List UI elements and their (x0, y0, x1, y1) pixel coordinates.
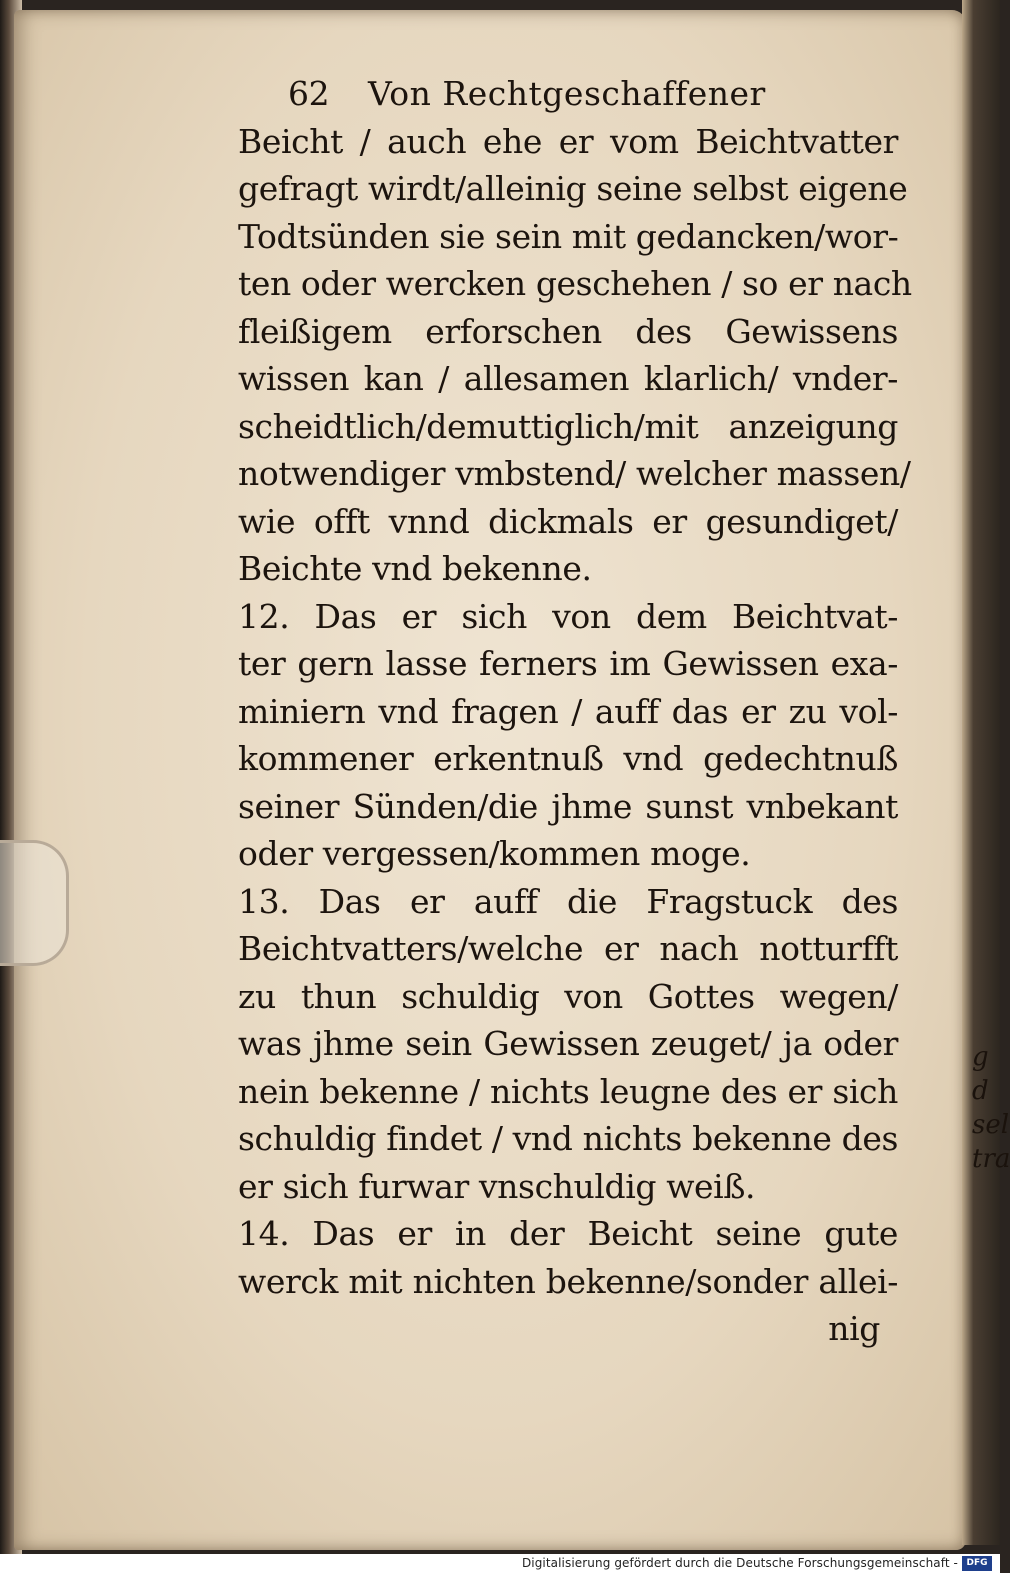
text-line: Todtsünden sie sein mit gedancken/wor- (238, 216, 899, 256)
text-line: nein bekenne / nichts leugne des er sich (238, 1071, 898, 1111)
page-edge-shadow (962, 0, 1010, 1545)
catchword: nig (828, 1309, 880, 1348)
text-line: zu thun schuldig von Gottes wegen/ (238, 976, 898, 1016)
text-line: oder vergessen/kommen moge. (238, 834, 751, 873)
page-text-block (238, 70, 912, 1353)
text-line: Beicht / auch ehe er vom Beichtvatter (238, 121, 898, 161)
text-line: 13. Das er auff die Fragstuck des (238, 881, 898, 921)
next-page-fragment-line: d (972, 1076, 989, 1106)
text-line: gefragt wirdt/alleinig seine selbst eigene (238, 169, 908, 208)
next-page-fragment-line: g (972, 1042, 989, 1072)
text-line: schuldig findet / vnd nichts bekenne des (238, 1119, 898, 1158)
page-header (288, 70, 898, 118)
text-line: wie offt vnnd dickmals er gesundiget/ (238, 501, 898, 541)
next-page-fragment-line: sel (972, 1110, 1010, 1140)
page-number: 62 (288, 74, 330, 113)
body-text (238, 118, 912, 1306)
text-line: fleißigem erforschen des Gewissens (238, 311, 898, 351)
text-line: 14. Das er in der Beicht seine gute (238, 1214, 898, 1253)
text-line: wissen kan / allesamen klarlich/ vnder- (238, 359, 898, 398)
next-page-fragment-line: tra (972, 1144, 1010, 1174)
text-line: ten oder wercken geschehen / so er nach (238, 264, 912, 303)
text-line: ter gern lasse ferners im Gewissen exa- (238, 644, 898, 683)
footer-credit: Digitalisierung gefördert durch die Deutsche Forschungsgemeinschaft - (521, 1556, 958, 1570)
text-line: Beichtvatters/welche er nach notturfft (238, 929, 898, 968)
text-line: Beichte vnd bekenne. (238, 549, 592, 588)
text-line: notwendiger vmbstend/ welcher massen/ (238, 454, 911, 493)
text-line: miniern vnd fragen / auff das er zu vol- (238, 691, 898, 731)
running-title: Von Rechtgeschaffener (368, 74, 766, 113)
text-line: seiner Sünden/die jhme sunst vnbekant (238, 786, 898, 826)
next-page-fragment (972, 1040, 1010, 1240)
text-line: scheidtlich/demuttiglich/mit anzeigung (238, 406, 898, 446)
text-line: was jhme sein Gewissen zeuget/ ja oder (238, 1024, 898, 1063)
book-clasp (0, 840, 69, 966)
text-line: werck mit nichten bekenne/sonder allei- (238, 1261, 898, 1301)
dfg-logo: DFG (962, 1556, 992, 1571)
text-line: kommener erkentnuß vnd gedechtnuß (238, 739, 898, 778)
text-line: er sich furwar vnschuldig weiß. (238, 1166, 756, 1206)
text-line: 12. Das er sich von dem Beichtvat- (238, 596, 898, 636)
